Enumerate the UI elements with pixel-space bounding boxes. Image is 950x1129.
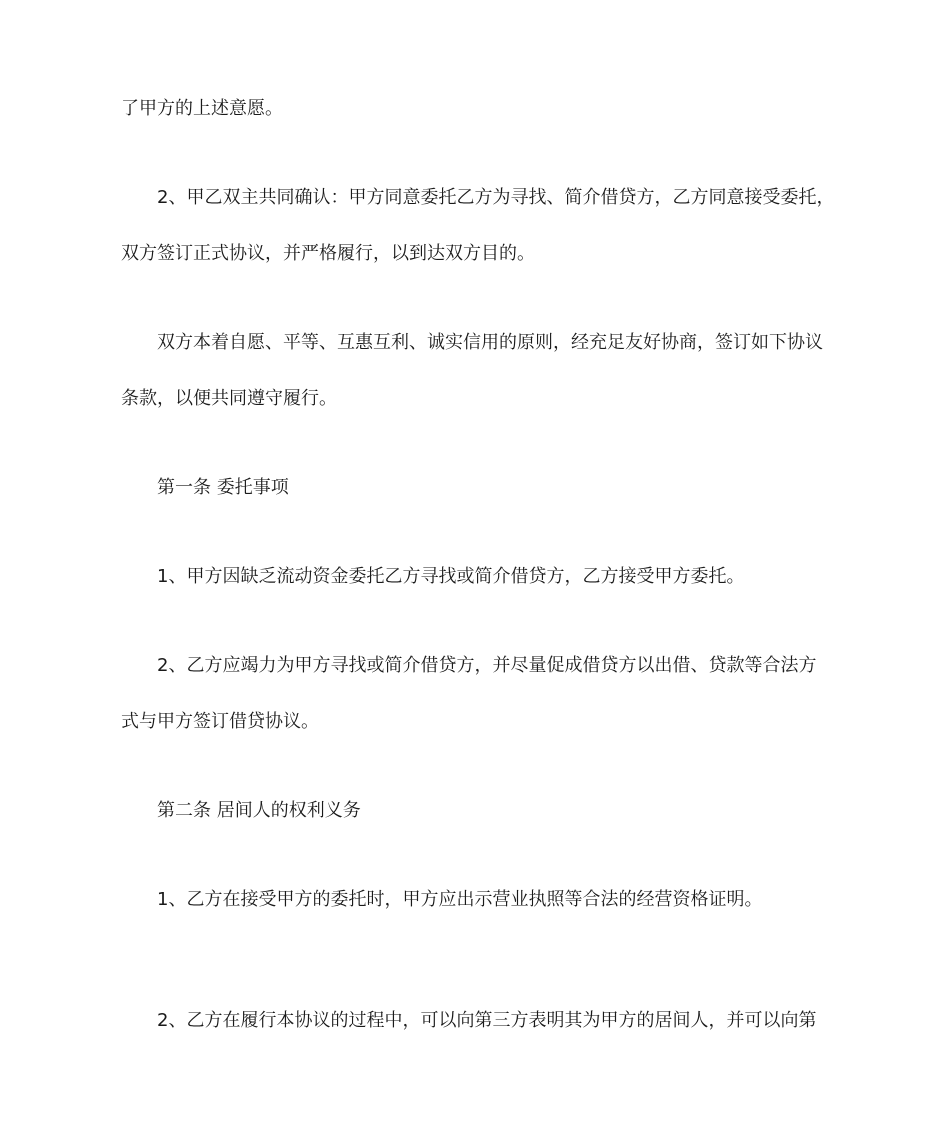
section-heading: 第二条 居间人的权利义务 [157,800,361,821]
text-line: 2、乙方在履行本协议的过程中，可以向第三方表明其为甲方的居间人，并可以向第 [157,1010,817,1031]
text-line: 条款，以便共同遵守履行。 [121,388,337,409]
text-line: 1、乙方在接受甲方的委托时，甲方应出示营业执照等合法的经营资格证明。 [157,889,763,910]
text-line: 2、乙方应竭力为甲方寻找或简介借贷方，并尽量促成借贷方以出借、贷款等合法方 [157,655,817,676]
text-line: 式与甲方签订借贷协议。 [121,711,319,732]
text-line: 双方签订正式协议，并严格履行，以到达双方目的。 [121,243,535,264]
text-line: 了甲方的上述意愿。 [121,98,283,119]
text-line: 1、甲方因缺乏流动资金委托乙方寻找或简介借贷方，乙方接受甲方委托。 [157,566,745,587]
text-line: 双方本着自愿、平等、互惠互利、诚实信用的原则，经充足友好协商，签订如下协议 [157,332,823,353]
text-line: 2、甲乙双主共同确认：甲方同意委托乙方为寻找、简介借贷方，乙方同意接受委托， [157,187,835,208]
section-heading: 第一条 委托事项 [157,477,289,498]
